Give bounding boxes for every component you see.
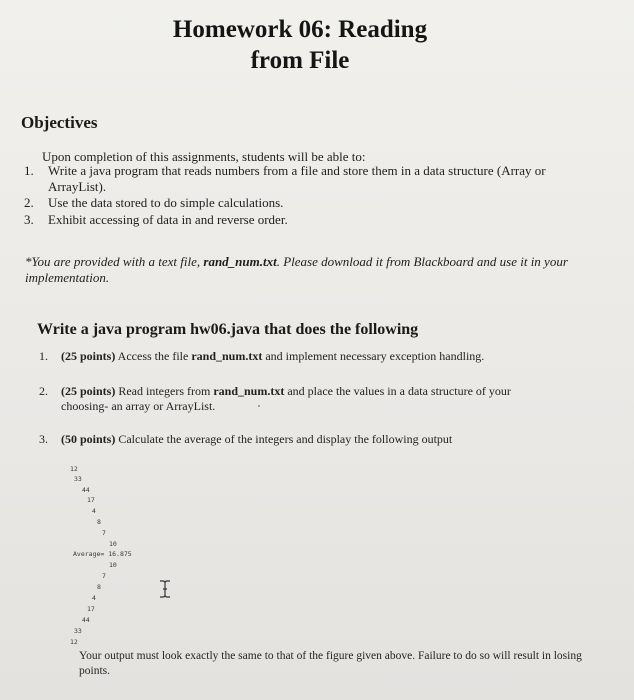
objective-text: Use the data stored to do simple calculations.: [48, 195, 284, 210]
objective-item: [24, 163, 594, 194]
task-filename: rand_num.txt: [191, 349, 263, 363]
objective-item: [24, 212, 594, 228]
objective-number: 2.: [24, 195, 34, 210]
objectives-list: [24, 163, 594, 228]
task-text-pre: Read integers from: [115, 384, 214, 398]
objective-text: Exhibit accessing of data in and reverse order.: [48, 211, 288, 227]
output-line: 4: [92, 507, 96, 515]
output-line: 7: [102, 529, 106, 537]
output-line: 8: [97, 518, 101, 526]
output-line: 44: [82, 486, 90, 494]
output-line: 17: [87, 496, 95, 504]
output-line: 10: [109, 561, 117, 569]
objectives-intro: Upon completion of this assignments, students will be able to:: [42, 149, 366, 164]
output-line: 44: [82, 616, 90, 624]
stray-mark: [258, 405, 260, 407]
output-line: 33: [74, 627, 82, 635]
task-text-post: and implement necessary exception handling.: [262, 349, 485, 363]
sample-output: [60, 463, 260, 653]
task-text-post: and place the values in a data structure of your choosing- an array or ArrayList.: [61, 384, 511, 413]
objectives-heading: Objectives: [21, 113, 98, 132]
task-text: [61, 384, 559, 414]
provided-file-note: [25, 254, 590, 286]
task-points: (25 points): [61, 349, 116, 363]
output-warning: Your output must look exactly the same to that of the figure given above. Failure to do so will result in losing points.: [79, 650, 582, 677]
task-list: [39, 349, 559, 447]
output-line: 7: [102, 572, 106, 580]
title-line-1: Homework 06: Reading: [172, 16, 428, 43]
task-number: 1.: [39, 349, 48, 363]
output-line: 12: [70, 638, 78, 646]
task-item: [39, 384, 559, 414]
objective-number: 1.: [24, 163, 34, 178]
output-line: 4: [92, 594, 96, 602]
output-line: 33: [74, 475, 82, 483]
objective-text: Write a java program that reads numbers from a file and store them in a data structure (Array or ArrayList).: [48, 163, 546, 194]
task-text: [61, 349, 559, 364]
task-number: 2.: [39, 384, 48, 398]
objective-number: 3.: [24, 211, 34, 227]
output-line: 12: [70, 465, 78, 473]
task-text: [61, 432, 559, 447]
note-filename: rand_num.txt: [203, 254, 277, 269]
note-text-after: . Please download it from Blackboard and use it in your implementation.: [25, 254, 568, 285]
task-heading: Write a java program hw06.java that does the following: [37, 321, 419, 338]
output-line: 8: [97, 583, 101, 591]
page-title: [0, 14, 600, 76]
task-filename: rand_num.txt: [213, 384, 285, 398]
output-line: 10: [109, 540, 117, 548]
task-item: [39, 349, 559, 364]
task-points: (50 points): [61, 432, 116, 446]
note-text-before: *You are provided with a text file,: [25, 254, 204, 269]
task-text-pre: Calculate the average of the integers and display the following output: [115, 432, 453, 446]
task-number: 3.: [39, 432, 48, 446]
output-average: Average= 16.875: [73, 550, 132, 558]
title-line-2: from File: [250, 47, 350, 74]
task-points: (25 points): [61, 384, 116, 398]
objective-item: [24, 195, 594, 211]
task-text-pre: Access the file: [115, 349, 192, 363]
task-item: [39, 432, 559, 447]
text-cursor-icon: [158, 580, 172, 598]
output-line: 17: [87, 605, 95, 613]
